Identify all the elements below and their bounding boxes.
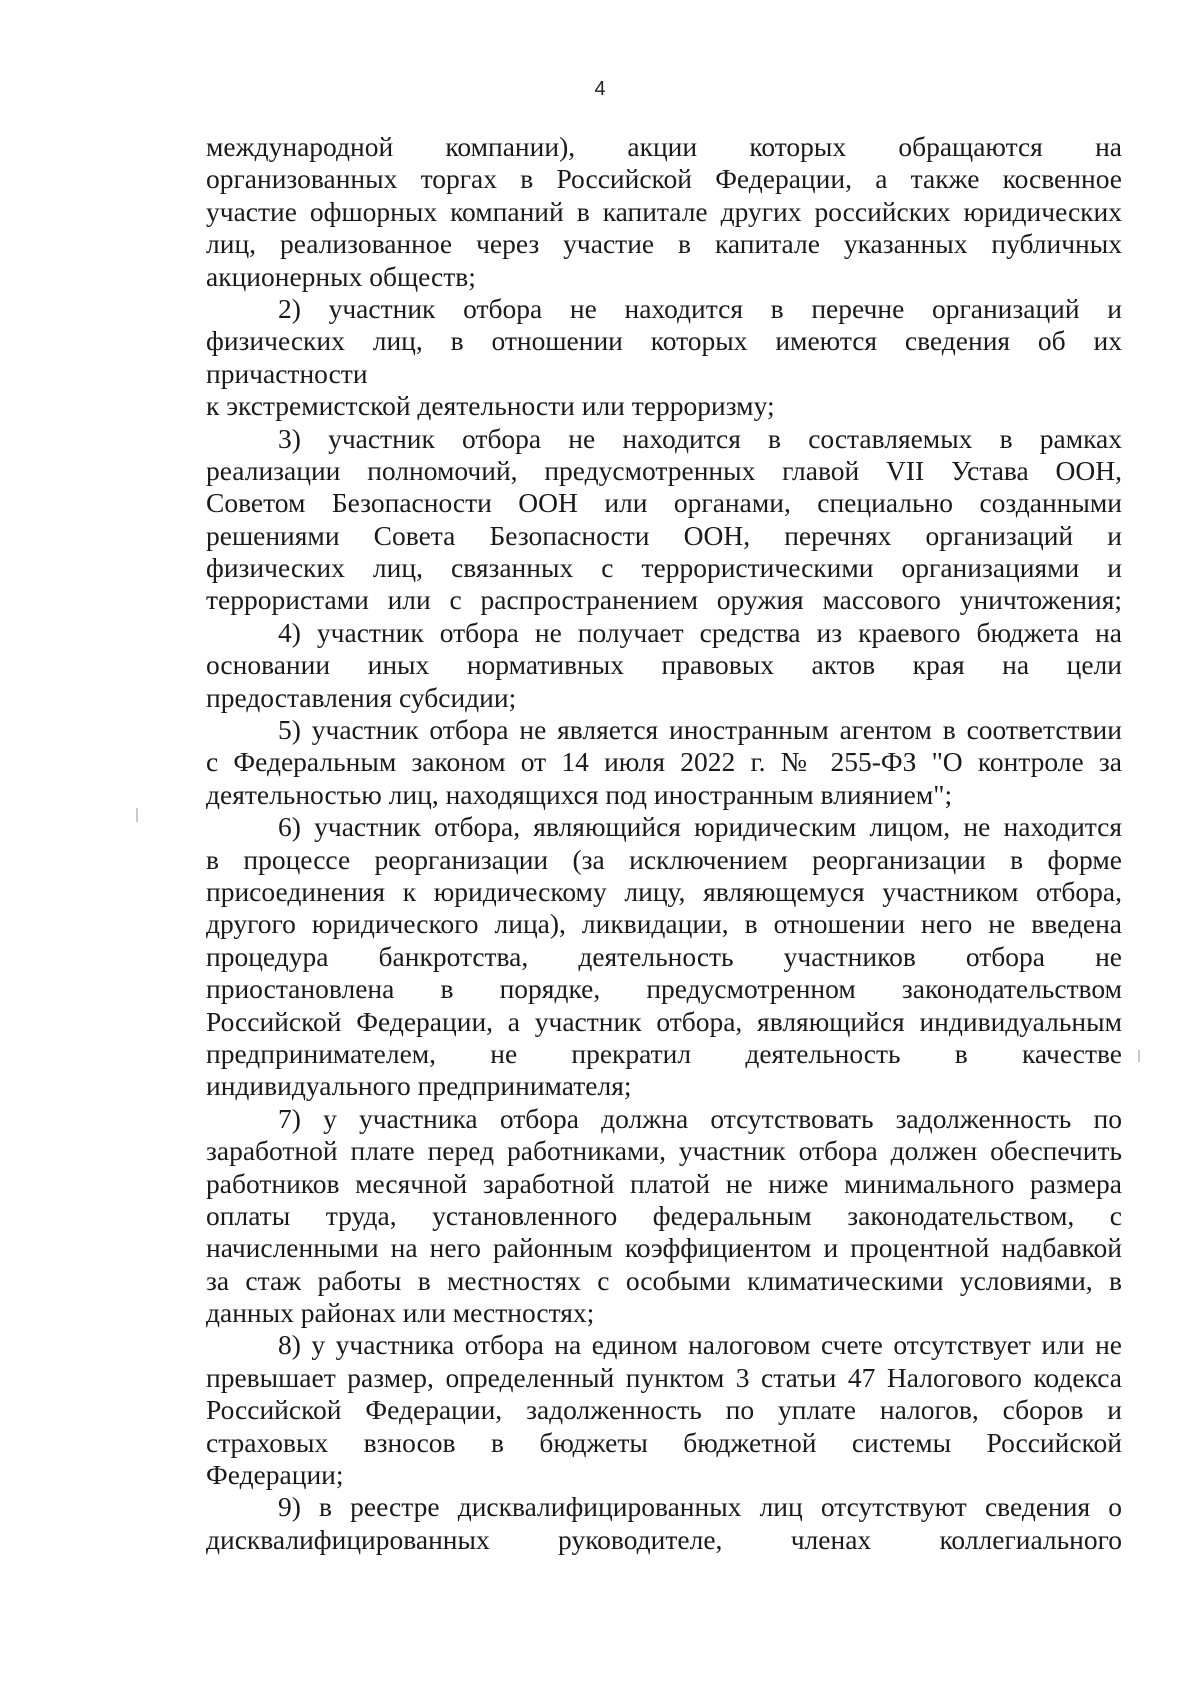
- text-line: начисленными на него районным коэффициентом и процентной надбавкой: [206, 1232, 1122, 1264]
- text-line: Советом Безопасности ООН или органами, специально созданными: [206, 487, 1122, 519]
- text-line: Российской Федерации, задолженность по уплате налогов, сборов и: [206, 1394, 1122, 1426]
- text-line: 7) у участника отбора должна отсутствовать задолженность по: [278, 1102, 1122, 1134]
- text-line: страховых взносов в бюджеты бюджетной системы Российской: [206, 1426, 1122, 1458]
- text-line: к экстремистской деятельности или терроризму;: [206, 390, 775, 422]
- text-line: 4) участник отбора не получает средства из краевого бюджета на: [278, 616, 1122, 648]
- text-line: в процессе реорганизации (за исключением реорганизации в форме: [206, 843, 1122, 875]
- text-line: работников месячной заработной платой не ниже минимального размера: [206, 1167, 1122, 1199]
- text-line: деятельностью лиц, находящихся под иностранным влиянием";: [206, 778, 953, 810]
- text-line: дисквалифицированных руководителе, членах коллегиального: [206, 1523, 1122, 1555]
- text-line: 3) участник отбора не находится в составляемых в рамках: [278, 422, 1122, 454]
- text-line: индивидуального предпринимателя;: [206, 1070, 632, 1102]
- scan-mark-left: [136, 808, 138, 822]
- text-line: решениями Совета Безопасности ООН, перечнях организаций и: [206, 519, 1122, 551]
- text-line: 8) у участника отбора на едином налоговом счете отсутствует или не: [278, 1329, 1122, 1361]
- text-line: превышает размер, определенный пунктом 3 статьи 47 Налогового кодекса: [206, 1361, 1122, 1393]
- text-line: данных районах или местностях;: [206, 1297, 595, 1329]
- scan-mark-right: [1138, 1050, 1140, 1062]
- document-body: [206, 131, 1122, 1556]
- text-line: 6) участник отбора, являющийся юридическим лицом, не находится: [278, 811, 1122, 843]
- text-line: присоединения к юридическому лицу, являющемуся участником отбора,: [206, 875, 1122, 907]
- text-line: причастности: [206, 357, 368, 389]
- text-line: предоставления субсидии;: [206, 681, 517, 713]
- text-line: Федерации;: [206, 1459, 344, 1491]
- text-line: организованных торгах в Российской Федерации, а также косвенное: [206, 163, 1122, 195]
- text-line: за стаж работы в местностях с особыми климатическими условиями, в: [206, 1264, 1122, 1296]
- page-number: 4: [594, 78, 606, 100]
- text-line: 5) участник отбора не является иностранным агентом в соответствии: [278, 714, 1122, 746]
- text-line: физических лиц, в отношении которых имеются сведения об их: [206, 325, 1122, 357]
- text-line: террористами или с распространением оружия массового уничтожения;: [206, 584, 1122, 616]
- text-line: другого юридического лица), ликвидации, в отношении него не введена: [206, 908, 1122, 940]
- text-line: 9) в реестре дисквалифицированных лиц отсутствуют сведения о: [278, 1491, 1122, 1523]
- text-line: лиц, реализованное через участие в капитале указанных публичных: [206, 228, 1122, 260]
- text-line: основании иных нормативных правовых актов края на цели: [206, 649, 1122, 681]
- text-line: Российской Федерации, а участник отбора, являющийся индивидуальным: [206, 1005, 1122, 1037]
- text-line: международной компании), акции которых обращаются на: [206, 131, 1122, 162]
- text-line: участие офшорных компаний в капитале других российских юридических: [206, 195, 1122, 227]
- text-line: 2) участник отбора не находится в перечне организаций и: [278, 292, 1122, 324]
- text-line: предпринимателем, не прекратил деятельность в качестве: [206, 1037, 1122, 1069]
- text-line: процедура банкротства, деятельность участников отбора не: [206, 940, 1122, 972]
- text-line: акционерных обществ;: [206, 260, 476, 292]
- text-line: заработной плате перед работниками, участник отбора должен обеспечить: [206, 1135, 1122, 1167]
- text-line: с Федеральным законом от 14 июля 2022 г. № 255-ФЗ "О контроле за: [206, 746, 1122, 778]
- text-line: приостановлена в порядке, предусмотренном законодательством: [206, 973, 1122, 1005]
- text-line: оплаты труда, установленного федеральным законодательством, с: [206, 1199, 1122, 1231]
- text-line: реализации полномочий, предусмотренных главой VII Устава ООН,: [206, 454, 1122, 486]
- text-line: физических лиц, связанных с террористическими организациями и: [206, 552, 1122, 584]
